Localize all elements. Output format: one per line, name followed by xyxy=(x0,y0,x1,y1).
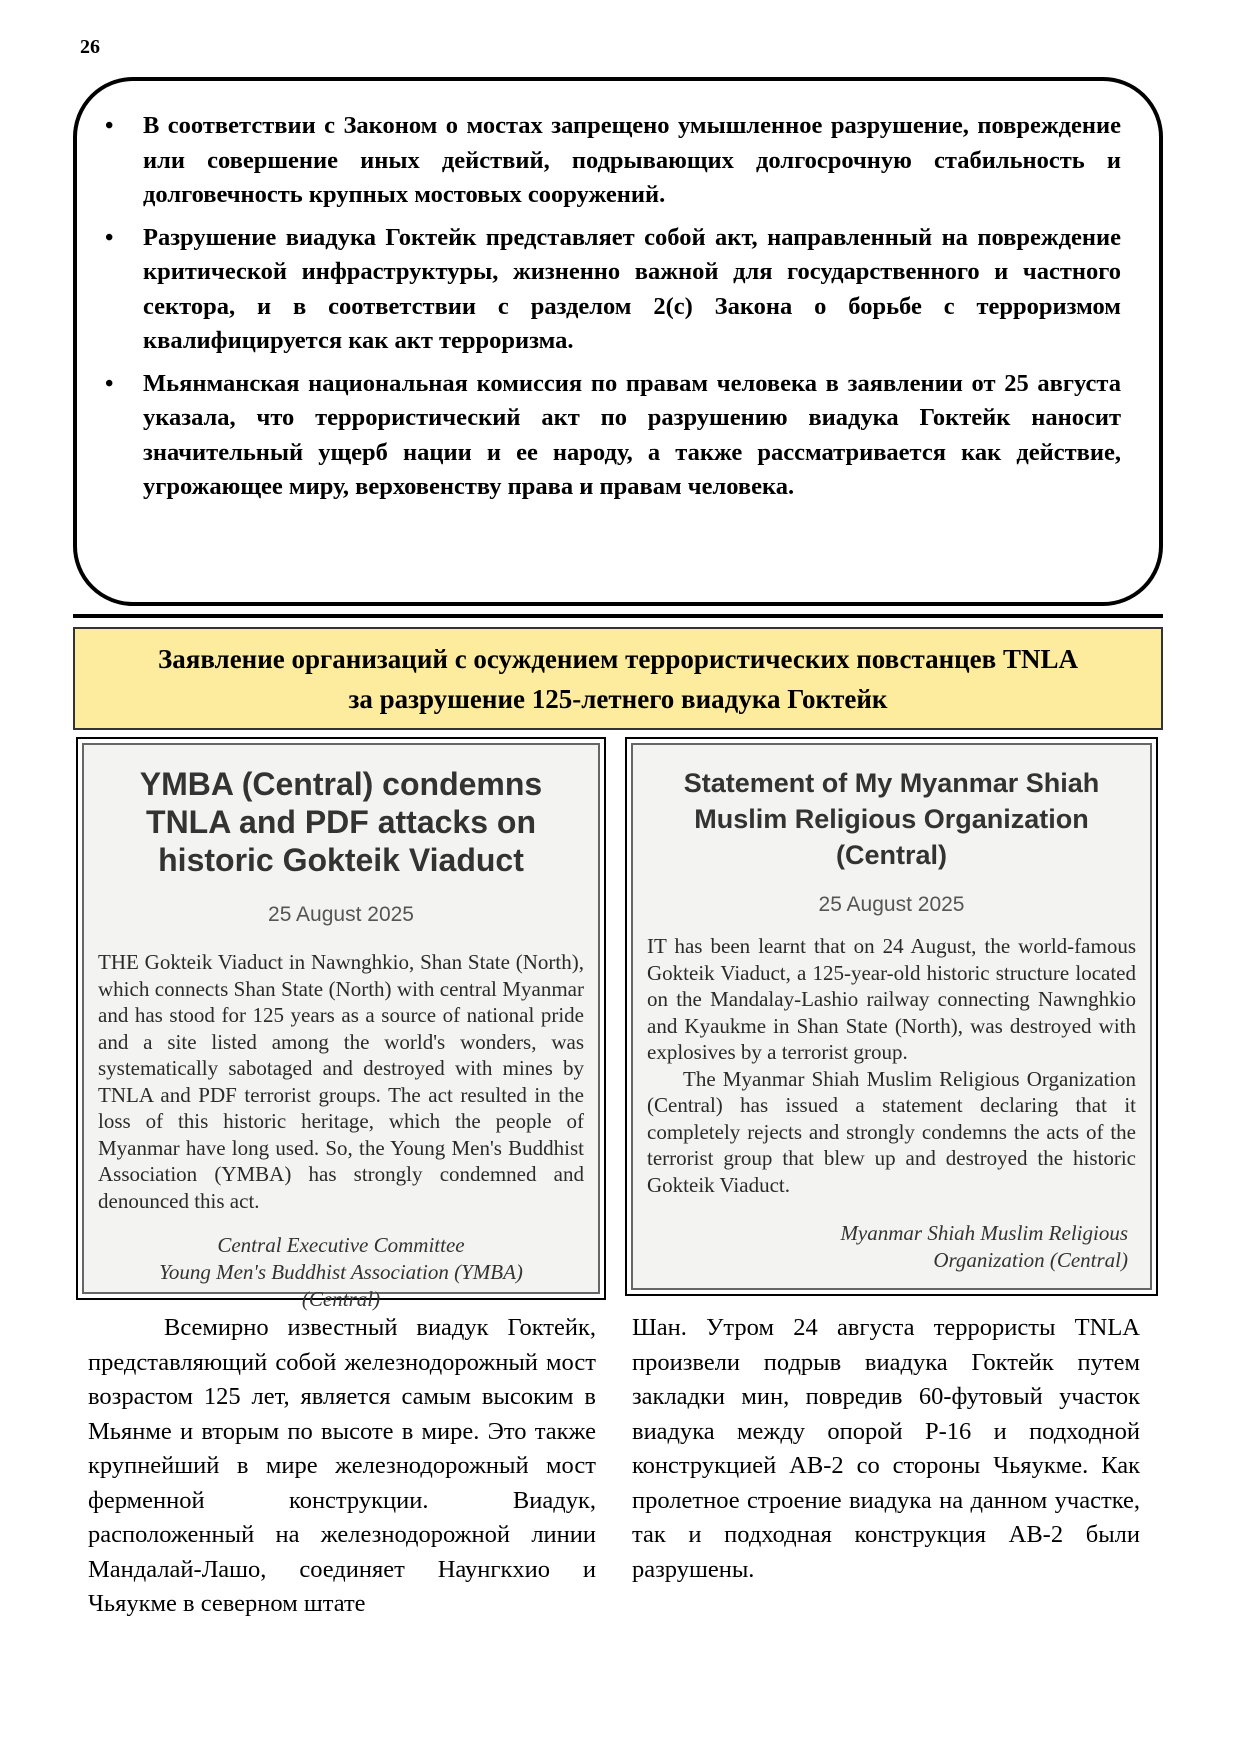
article-paragraph: Шан. Утром 24 августа террористы TNLA произвели подрыв виадука Гоктейк путем закладки мин, повредив 60-футовый участок виадука между опорой P-16 и подходной конструкцией AB-2 со стороны Чьяукме. Как пролетное строение виадука на данном участке, так и подходная конструкция AB-2 были разрушены. xyxy=(632,1314,1140,1583)
signature-line: (Central) xyxy=(301,1287,381,1311)
clipping-paragraph: IT has been learnt that on 24 August, the world-famous Gokteik Viaduct, a 125-year-old historic structure located on the Mandalay-Lashio railway connecting Nawnghkio and Kyaukme in Shan State (North), was destroyed with explosives by a terrorist group. xyxy=(647,934,1136,1064)
section-header xyxy=(73,627,1163,730)
section-header-line2: за разрушение 125-летнего виадука Гоктейк xyxy=(348,683,888,714)
ymba-statement-clipping xyxy=(76,737,606,1311)
signature-line: Central Executive Committee xyxy=(217,1233,465,1257)
page-number: 26 xyxy=(80,36,100,58)
clipping-date: 25 August 2025 xyxy=(818,893,965,916)
bullet-icon: • xyxy=(105,224,114,251)
bullet-icon: • xyxy=(105,113,114,139)
article-body xyxy=(88,1311,1140,1622)
clipping-date: 25 August 2025 xyxy=(268,903,414,926)
clipping-signature xyxy=(98,1232,584,1313)
clipping-title: Statement of My Myanmar Shiah Muslim Religious Organization (Central) xyxy=(683,768,1100,870)
list-item-text: В соответствии с Законом о мостах запрещено умышленное разрушение, повреждение или совершение иных действий, подрывающих долгосрочную стабильность и долговечность крупных мостовых сооружений. xyxy=(143,112,1121,208)
clipping-title: YMBA (Central) condemns TNLA and PDF attacks on historic Gokteik Viaduct xyxy=(139,766,543,878)
signature-line: Young Men's Buddhist Association (YMBA) xyxy=(159,1260,523,1284)
list-item xyxy=(105,109,1121,213)
clipping-frame xyxy=(631,743,1152,1290)
clipping-signature xyxy=(647,1220,1136,1274)
article-paragraph: Всемирно известный виадук Гоктейк, представляющий собой железнодорожный мост возрастом 125 лет, является самым высоким в Мьянме и вторым по высоте в мире. Это также крупнейший в мире железнодорожный мост ферменной конструкции. Виадук, расположенный на железнодорожной линии Мандалай-Лашо, соединяет Наунгкхио и Чьяукме в северном штате xyxy=(88,1314,596,1617)
signature-line: Myanmar Shiah Muslim Religious xyxy=(840,1221,1128,1245)
list-item-text: Мьянманская национальная комиссия по правам человека в заявлении от 25 августа указала, что террористический акт по разрушению виадука Гоктейк наносит значительный ущерб нации и ее народу, а также рассматривается как действие, угрожающее миру, верховенству права и правам человека. xyxy=(143,369,1121,500)
list-item xyxy=(105,367,1121,505)
clipping-paragraph: The Myanmar Shiah Muslim Religious Organization (Central) has issued a statement declaring that it completely rejects and strongly condemns the acts of the terrorist group that blew up and destroyed the historic Gokteik Viaduct. xyxy=(647,1066,1136,1197)
bullet-icon: • xyxy=(105,370,114,397)
clipping-body xyxy=(647,933,1136,1198)
legal-summary-box xyxy=(73,77,1163,606)
article-column-right xyxy=(632,1311,1140,1622)
legal-summary-list xyxy=(105,109,1121,505)
clipping-frame xyxy=(82,743,600,1311)
section-divider xyxy=(73,614,1163,618)
article-column-left xyxy=(88,1311,596,1622)
shiah-statement-clipping xyxy=(625,737,1158,1296)
clipping-paragraph: THE Gokteik Viaduct in Nawnghkio, Shan State (North), which connects Shan State (North) with central Myanmar and has stood for 125 years as a source of national pride and a site listed among the world's wonders, was systematically sabotaged and destroyed with mines by TNLA and PDF terrorist groups. The act resulted in the loss of this historic heritage, which the people of Myanmar have long used. So, the Young Men's Buddhist Association (YMBA) has strongly condemned and denounced this act. xyxy=(98,950,584,1213)
list-item-text: Разрушение виадука Гоктейк представляет собой акт, направленный на повреждение критической инфраструктуры, жизненно важной для государственного и частного сектора, и в соответствии с разделом 2(с) Закона о борьбе с терроризмом квалифицируется как акт терроризма. xyxy=(143,223,1121,354)
clipping-body xyxy=(98,949,584,1214)
signature-line: Organization (Central) xyxy=(933,1248,1128,1272)
list-item xyxy=(105,221,1121,359)
section-header-line1: Заявление организаций с осуждением террористических повстанцев TNLA xyxy=(157,643,1079,674)
